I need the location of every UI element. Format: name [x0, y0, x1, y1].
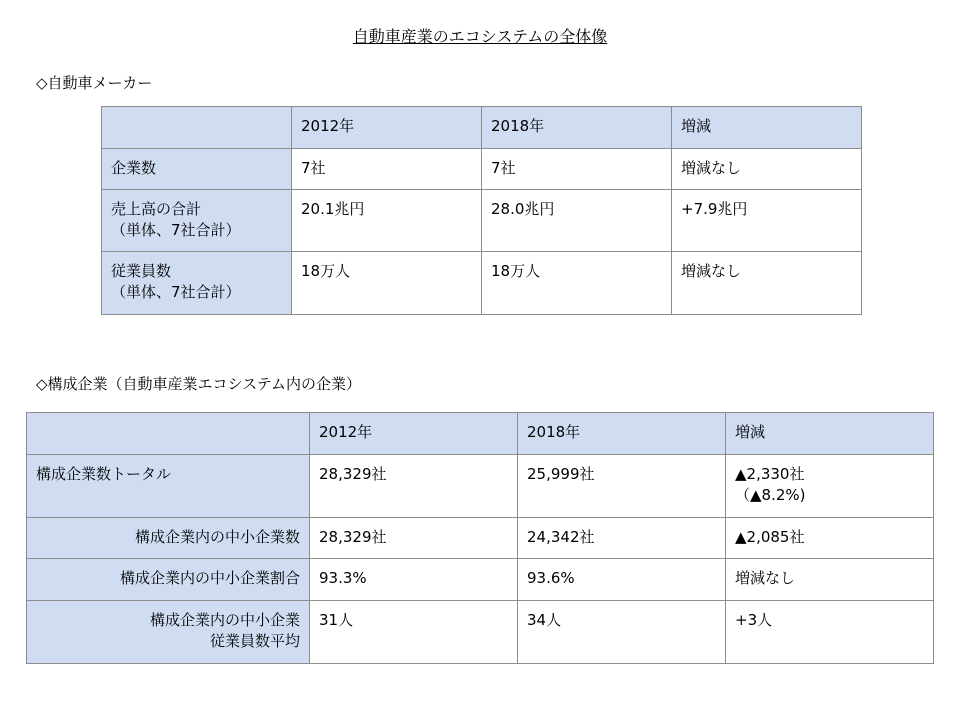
makers-table	[101, 106, 862, 315]
table-cell: +3人	[726, 601, 934, 664]
table-row	[102, 149, 862, 190]
table-cell: 18万人	[292, 252, 482, 315]
table-cell: ▲2,085社	[726, 518, 934, 559]
constituents-table	[26, 412, 934, 664]
table-cell: 増減なし	[672, 149, 862, 190]
table-cell: 18万人	[482, 252, 672, 315]
header-cell-empty	[102, 107, 292, 149]
row-label-employees: 従業員数 （単体、7社合計）	[102, 252, 292, 315]
table-cell: +7.9兆円	[672, 190, 862, 252]
table-row	[102, 252, 862, 315]
row-label-constituent-total: 構成企業数トータル	[27, 455, 310, 518]
table-header-row	[102, 107, 862, 149]
header-cell-2018: 2018年	[482, 107, 672, 149]
table-cell: 28,329社	[310, 455, 518, 518]
table-row	[27, 559, 934, 601]
table-header-row	[27, 413, 934, 455]
table-cell: ▲2,330社 （▲8.2%)	[726, 455, 934, 518]
table-cell: 93.6%	[518, 559, 726, 601]
section-heading-makers: ◇自動車メーカー	[36, 74, 153, 92]
row-label-sme-count: 構成企業内の中小企業数	[27, 518, 310, 559]
header-cell-empty	[27, 413, 310, 455]
table-cell: 28.0兆円	[482, 190, 672, 252]
header-cell-2012: 2012年	[310, 413, 518, 455]
header-cell-change: 増減	[726, 413, 934, 455]
table-cell: 24,342社	[518, 518, 726, 559]
table-cell: 7社	[482, 149, 672, 190]
table-cell: 20.1兆円	[292, 190, 482, 252]
table-row	[27, 601, 934, 664]
page-title-text: 自動車産業のエコシステムの全体像	[352, 27, 608, 46]
table-row	[27, 455, 934, 518]
row-label-sme-ratio: 構成企業内の中小企業割合	[27, 559, 310, 601]
header-cell-2012: 2012年	[292, 107, 482, 149]
table-cell: 34人	[518, 601, 726, 664]
table-cell: 93.3%	[310, 559, 518, 601]
table-cell: 31人	[310, 601, 518, 664]
table-cell: 28,329社	[310, 518, 518, 559]
table-cell: 25,999社	[518, 455, 726, 518]
header-cell-2018: 2018年	[518, 413, 726, 455]
table-cell: 増減なし	[726, 559, 934, 601]
page-title	[0, 24, 960, 47]
row-label-total-sales: 売上高の合計 （単体、7社合計）	[102, 190, 292, 252]
row-label-sme-avg-employees: 構成企業内の中小企業 従業員数平均	[27, 601, 310, 664]
table-row	[27, 518, 934, 559]
section-heading-constituents: ◇構成企業（自動車産業エコシステム内の企業）	[36, 375, 362, 393]
header-cell-change: 増減	[672, 107, 862, 149]
table-cell: 増減なし	[672, 252, 862, 315]
table-cell: 7社	[292, 149, 482, 190]
row-label-company-count: 企業数	[102, 149, 292, 190]
table-row	[102, 190, 862, 252]
